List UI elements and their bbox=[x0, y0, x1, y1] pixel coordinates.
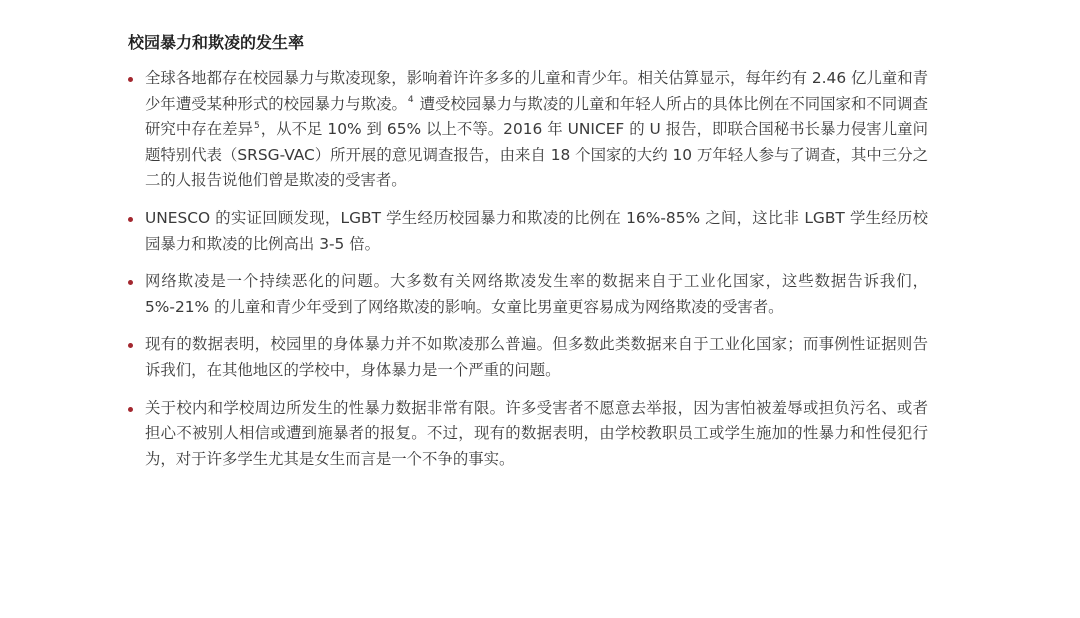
bullet-text: 网络欺凌是一个持续恶化的问题。大多数有关网络欺凌发生率的数据来自于工业化国家，这些数据告诉我们，5%-21% 的儿童和青少年受到了网络欺凌的影响。女童比男童更容易成为网络欺凌的受害者。 bbox=[145, 272, 928, 316]
bullet-text-part: 遭受校园暴力与欺凌的儿童和年轻人所占的具体比例在不同国家和不同调查研究中存在差异 bbox=[145, 94, 928, 139]
bullet-dot-icon bbox=[128, 407, 133, 412]
bullet-text: UNESCO 的实证回顾发现，LGBT 学生经历校园暴力和欺凌的比例在 16%-85% 之间，这比非 LGBT 学生经历校园暴力和欺凌的比例高出 3-5 倍。 bbox=[145, 208, 928, 253]
document-page bbox=[128, 30, 928, 484]
bullet-dot-icon bbox=[128, 343, 133, 348]
list-item bbox=[128, 206, 928, 257]
bullet-list bbox=[128, 66, 928, 472]
bullet-text: 现有的数据表明，校园里的身体暴力并不如欺凌那么普遍。但多数此类数据来自于工业化国家；而事例性证据则告诉我们，在其他地区的学校中，身体暴力是一个严重的问题。 bbox=[145, 335, 928, 379]
footnote-ref: 4 bbox=[407, 95, 414, 106]
footnote-ref: 5 bbox=[254, 121, 260, 132]
bullet-dot-icon bbox=[128, 77, 133, 82]
bullet-dot-icon bbox=[128, 280, 133, 285]
bullet-text-part: 全球各地都存在校园暴力与欺凌现象，影响着许许多多的儿童和青少年。相关估算显示，每年约有 2.46 亿儿童和青少年遭受某种形式的校园暴力与欺凌。 bbox=[145, 69, 928, 113]
bullet-text: 关于校内和学校周边所发生的性暴力数据非常有限。许多受害者不愿意去举报，因为害怕被羞辱或担负污名、或者担心不被别人相信或遭到施暴者的报复。不过，现有的数据表明，由学校教职员工或学生施加的性暴力和性侵犯行为，对于许多学生尤其是女生而言是一个不争的事实。 bbox=[145, 398, 928, 468]
list-item bbox=[128, 269, 928, 320]
list-item bbox=[128, 66, 928, 194]
list-item bbox=[128, 396, 928, 473]
bullet-text-part: ，从不足 10% 到 65% 以上不等。2016 年 UNICEF 的 U 报告，即联合国秘书长暴力侵害儿童问题特别代表（SRSG-VAC）所开展的意见调查报告，由来自 18 个国家的大约 10 万年轻人参与了调查，其中三分之二的人报告说他们曾是欺凌的受害者。 bbox=[145, 120, 928, 190]
list-item bbox=[128, 332, 928, 383]
bullet-dot-icon bbox=[128, 217, 133, 222]
section-title: 校园暴力和欺凌的发生率 bbox=[128, 33, 305, 52]
